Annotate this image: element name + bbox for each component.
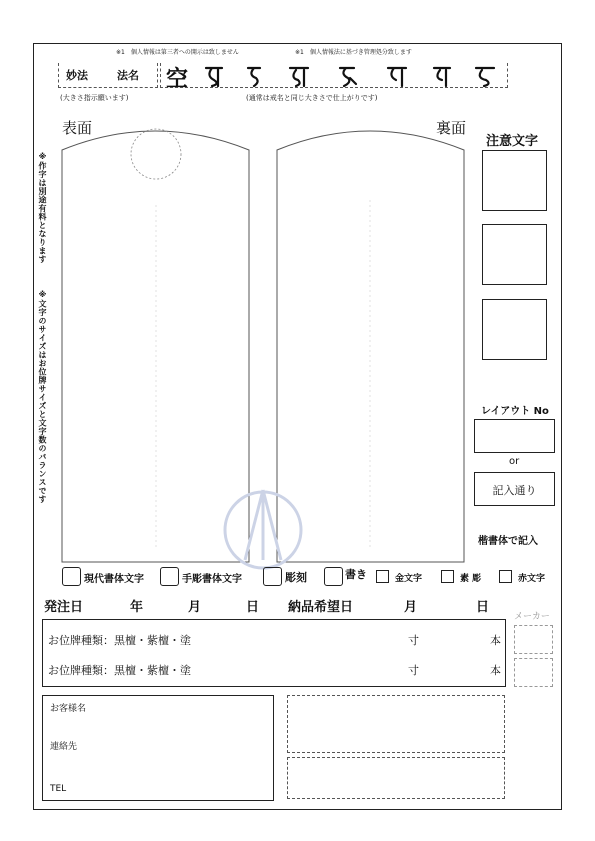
ihai-type-label-1: お位牌種類：黒檀・紫檀・塗 <box>48 634 191 647</box>
side-note-1: ※作字は別途有料となります <box>38 152 47 264</box>
caution-title: 注意文字 <box>486 134 539 149</box>
sanskrit-glyph-3 <box>290 68 308 86</box>
engrave-checkbox[interactable] <box>263 567 282 586</box>
privacy-note-2: ※1 個人情報法に基づき管理処分致します <box>295 49 412 56</box>
sanskrit-glyph-5 <box>388 68 406 86</box>
memo-box-2[interactable] <box>287 757 505 799</box>
myoho-label: 妙法 <box>66 69 88 82</box>
caution-box-2[interactable] <box>482 224 547 285</box>
caution-box-1[interactable] <box>482 150 547 211</box>
engrave-label: 彫刻 <box>285 571 307 584</box>
sanskrit-glyph-2 <box>248 68 260 86</box>
back-tablet <box>277 131 464 562</box>
handcarved-font-checkbox[interactable] <box>160 567 179 586</box>
kaisho-note: 楷書体で記入 <box>478 536 538 547</box>
modern-font-label: 現代書体文字 <box>84 574 144 585</box>
side-note-2: ※文字のサイズはお位牌サイズと文字数のバランスです <box>38 290 47 504</box>
red-letter-checkbox[interactable] <box>499 570 512 583</box>
ihai-count-unit-1: 本 <box>490 634 501 647</box>
maker-box-1[interactable] <box>514 625 553 654</box>
order-day-label: 日 <box>246 600 260 615</box>
sanskrit-glyph-1 <box>206 68 222 86</box>
handcarved-font-label: 手彫書体文字 <box>182 574 242 585</box>
back-label: 裏面 <box>436 119 467 137</box>
delivery-month-label: 月 <box>404 600 418 615</box>
red-letter-label: 赤文字 <box>518 574 546 584</box>
gold-letter-label: 金文字 <box>395 574 423 584</box>
front-label: 表面 <box>62 119 93 137</box>
tel-label: TEL <box>50 784 67 794</box>
sanskrit-char-0: 空 <box>166 66 189 92</box>
sanskrit-glyph-7 <box>476 68 494 86</box>
order-date-label: 発注日 <box>44 600 84 615</box>
as-written-label: 記入通り <box>492 484 537 497</box>
order-year-label: 年 <box>130 600 144 615</box>
write-checkbox[interactable] <box>324 567 343 586</box>
sanskrit-glyph-6 <box>434 68 450 86</box>
modern-font-checkbox[interactable] <box>62 567 81 586</box>
watermark-logo <box>225 490 301 568</box>
write-label: 書き <box>345 568 367 581</box>
customer-name-label: お客様名 <box>50 704 87 714</box>
layout-number-box[interactable] <box>474 419 555 453</box>
ihai-type-label-2: お位牌種類：黒檀・紫檀・塗 <box>48 664 191 677</box>
delivery-day-label: 日 <box>476 600 490 615</box>
caution-box-3[interactable] <box>482 299 547 360</box>
front-tablet <box>62 131 249 562</box>
contact-label: 連絡先 <box>50 742 78 752</box>
sanskrit-glyph-4 <box>340 68 356 86</box>
or-label: or <box>509 456 520 467</box>
sanskrit-glyphs <box>200 62 500 88</box>
layout-title: レイアウト No <box>481 406 549 417</box>
maker-box-2[interactable] <box>514 658 553 687</box>
homyo-frame <box>58 63 158 88</box>
homyo-label: 法名 <box>117 69 139 82</box>
plain-carve-checkbox[interactable] <box>441 570 454 583</box>
delivery-date-label: 納品希望日 <box>288 600 354 615</box>
tablet-outline <box>55 120 475 570</box>
usual-size-note: (通常は戒名と同じ大きさで仕上がりです) <box>246 94 378 102</box>
order-month-label: 月 <box>188 600 202 615</box>
ihai-size-unit-1: 寸 <box>408 634 419 647</box>
plain-carve-label: 素 彫 <box>460 574 482 584</box>
ihai-count-unit-2: 本 <box>490 664 501 677</box>
size-note: (大きさ指示願います) <box>60 94 129 102</box>
crest-circle <box>131 129 181 179</box>
maker-label: メーカー <box>514 612 550 622</box>
gold-letter-checkbox[interactable] <box>376 570 389 583</box>
ihai-size-unit-2: 寸 <box>408 664 419 677</box>
privacy-note-1: ※1 個人情報は第三者への開示は致しません <box>116 49 239 56</box>
memo-box-1[interactable] <box>287 695 505 753</box>
